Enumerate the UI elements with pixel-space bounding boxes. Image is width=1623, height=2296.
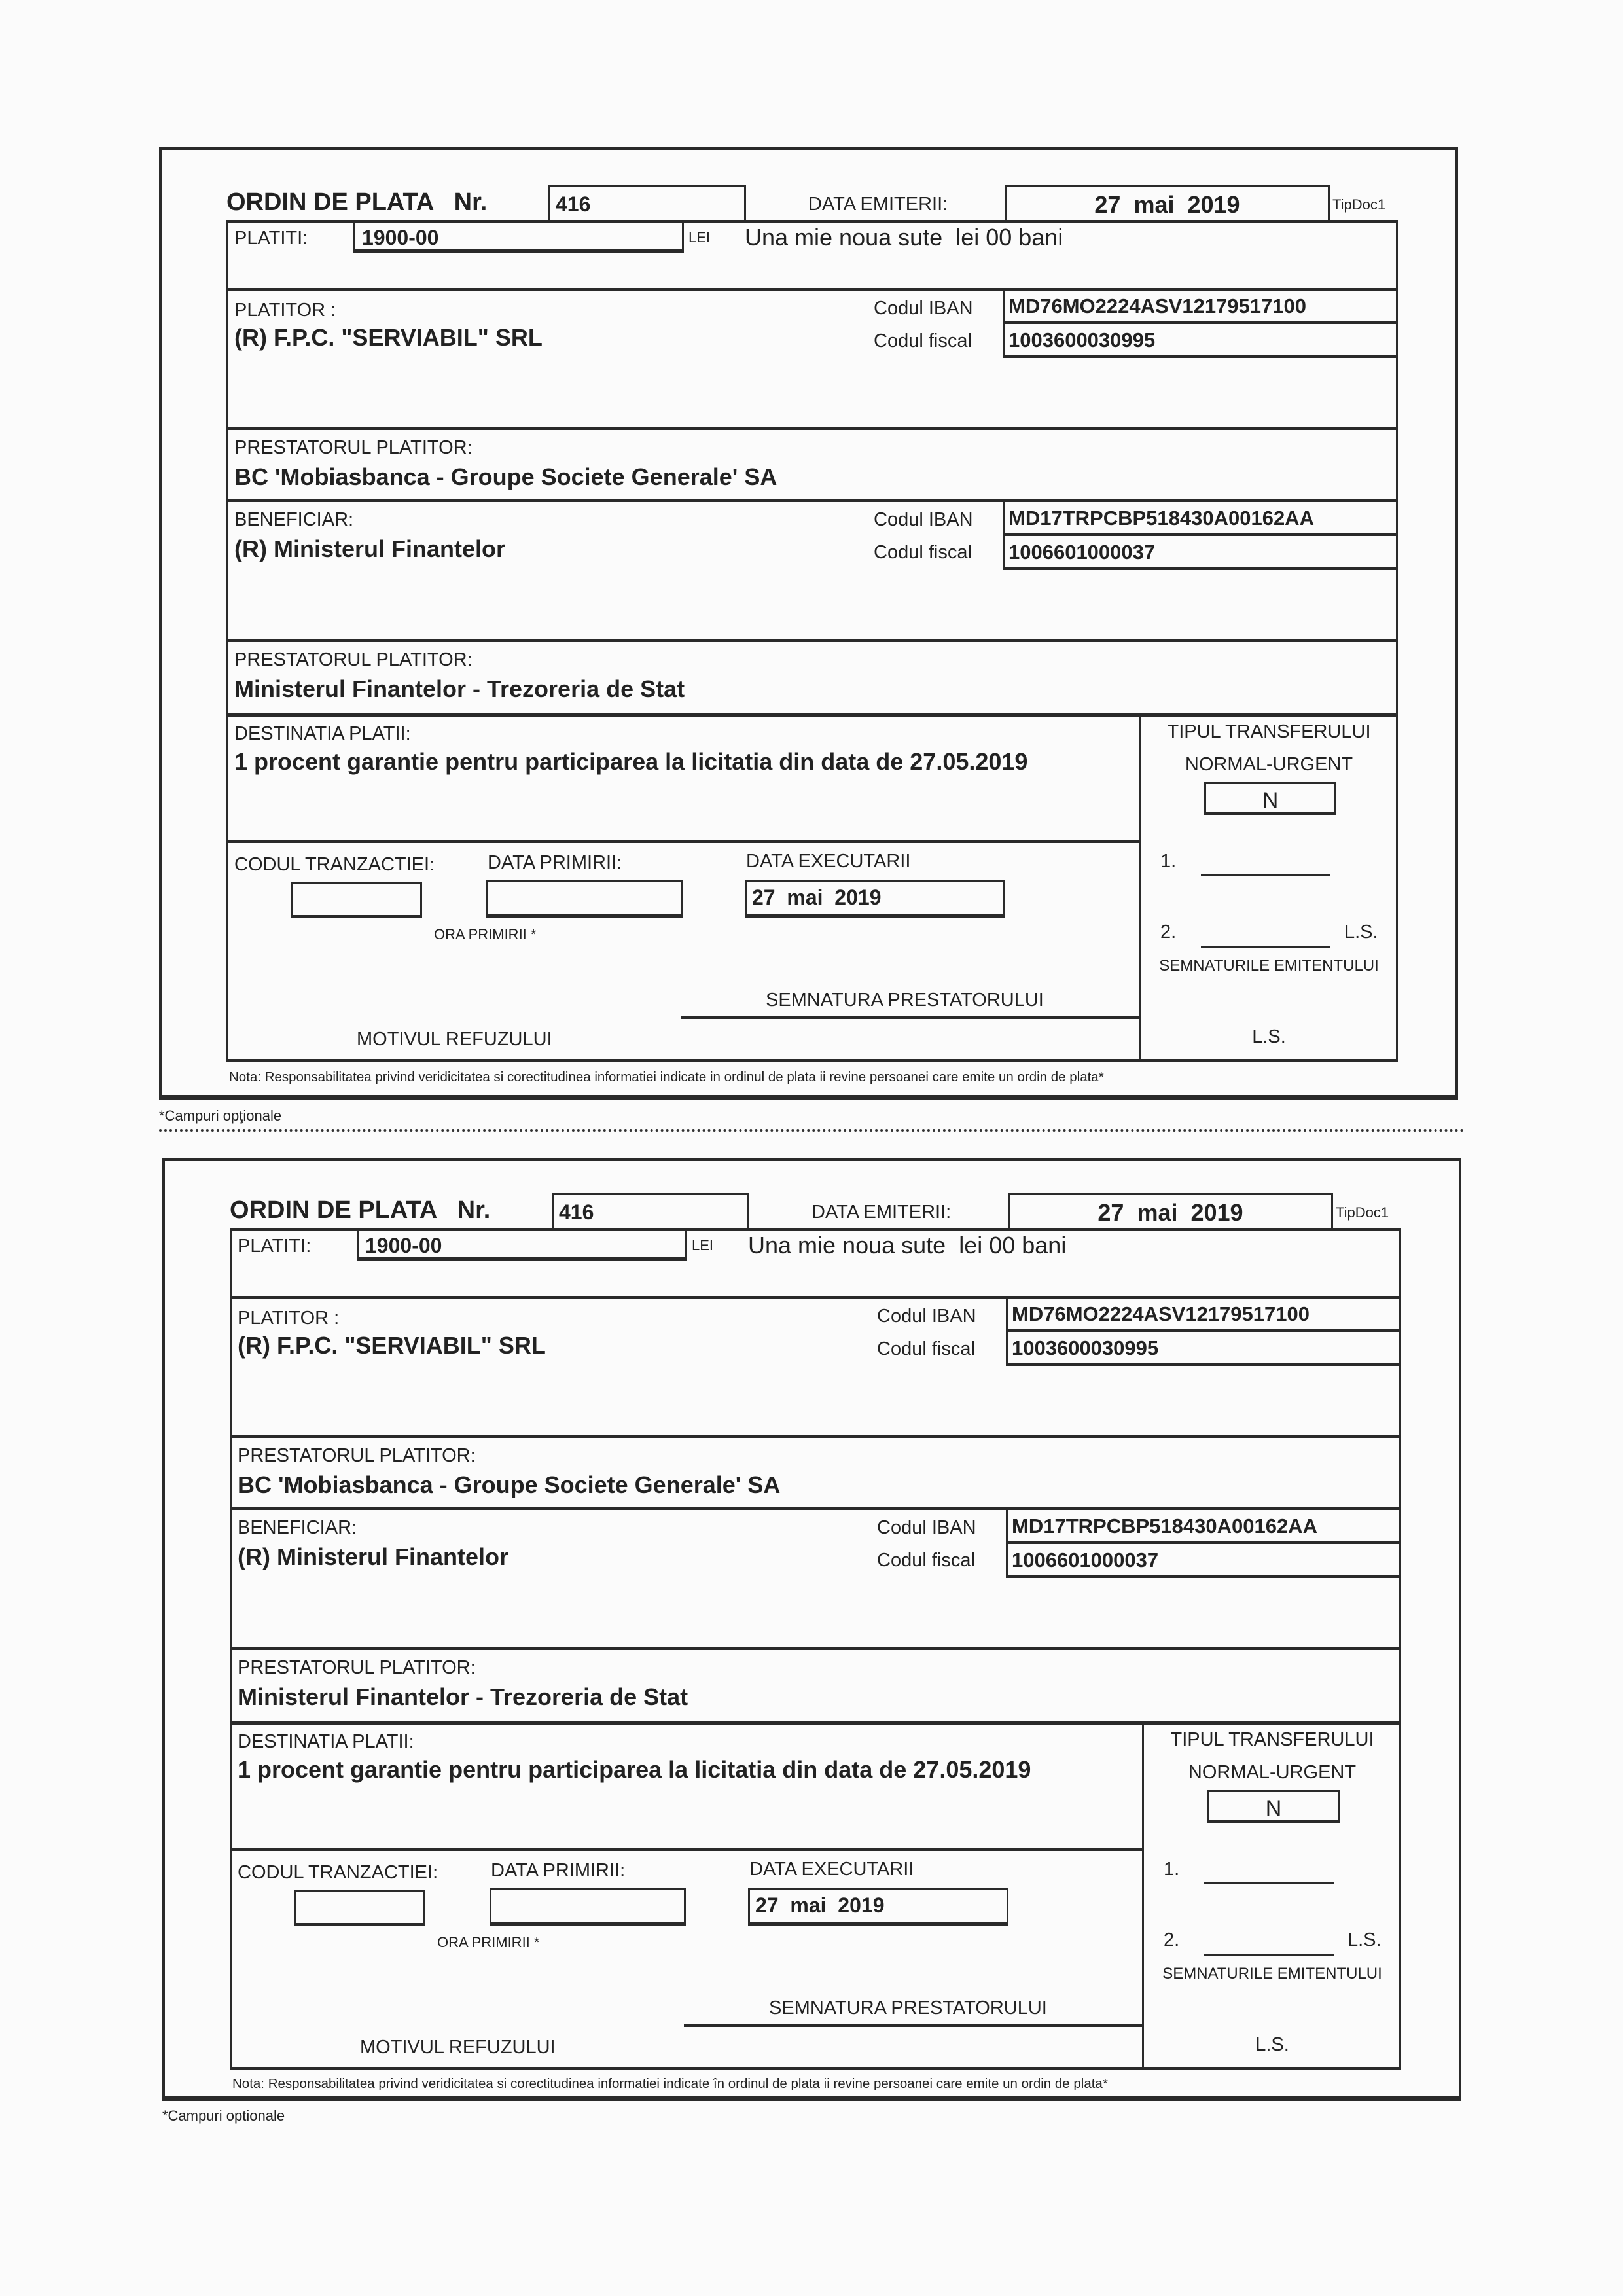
payer-iban-field[interactable] (1006, 1296, 1401, 1332)
execution-date-field[interactable] (748, 1888, 1008, 1926)
optional-fields-footnote: *Campuri optionale (162, 2108, 285, 2124)
execution-date: 27 mai 2019 (752, 886, 882, 909)
issue-date: 27 mai 2019 (1097, 1199, 1243, 1226)
received-date-label: DATA PRIMIRII: (491, 1860, 626, 1881)
beneficiary-name: (R) Ministerul Finantelor (238, 1543, 508, 1570)
ls-stamp-label: L.S. (1347, 1929, 1382, 1950)
transfer-type-label: TIPUL TRANSFERULUI (1167, 721, 1371, 742)
beneficiary-fiscal-field[interactable] (1006, 1542, 1401, 1578)
issuer-signatures-label: SEMNATURILE EMITENTULUI (1159, 957, 1379, 975)
refusal-reason-label: MOTIVUL REFUZULUI (357, 1029, 552, 1050)
amount-field[interactable] (353, 221, 684, 253)
execution-date: 27 mai 2019 (755, 1893, 885, 1917)
divider (226, 713, 1398, 717)
order-number-field[interactable] (552, 1193, 749, 1231)
beneficiary-fiscal-code: 1006601000037 (1008, 541, 1156, 564)
beneficiary-iban-label: Codul IBAN (877, 1517, 976, 1538)
transfer-type-value: N (1265, 1796, 1282, 1821)
order-number: 416 (556, 192, 591, 216)
beneficiary-fiscal-field[interactable] (1003, 534, 1398, 570)
payer-name: (R) F.P.C. "SERVIABIL" SRL (238, 1332, 546, 1359)
beneficiary-provider-label: PRESTATORUL PLATITOR: (238, 1657, 476, 1678)
payer-iban-field[interactable] (1003, 288, 1398, 324)
signature-2-label: 2. (1164, 1929, 1180, 1950)
signature-2-line[interactable] (1204, 1954, 1334, 1956)
beneficiary-iban-field[interactable] (1003, 500, 1398, 536)
beneficiary-fiscal-label: Codul fiscal (874, 542, 972, 563)
destination-label: DESTINATIA PLATII: (234, 723, 411, 744)
optional-fields-footnote: *Campuri opţionale (159, 1107, 282, 1124)
issue-date: 27 mai 2019 (1094, 191, 1240, 218)
divider (226, 427, 1398, 430)
execution-date-label: DATA EXECUTARII (746, 851, 911, 872)
ls-stamp-label: L.S. (1255, 2034, 1289, 2055)
amount-in-words: Una mie noua sute lei 00 bani (745, 224, 1063, 251)
received-date-field[interactable] (486, 880, 683, 918)
amount-value: 1900-00 (362, 226, 439, 249)
payer-iban-label: Codul IBAN (874, 298, 973, 319)
provider-signature-label: SEMNATURA PRESTATORULUI (769, 1998, 1047, 2018)
transfer-type-sublabel: NORMAL-URGENT (1188, 1762, 1357, 1783)
issuer-signatures-label: SEMNATURILE EMITENTULUI (1162, 1965, 1382, 1982)
signature-1-label: 1. (1160, 851, 1177, 872)
issue-date-label: DATA EMITERII: (808, 194, 948, 215)
ls-stamp-label: L.S. (1344, 922, 1378, 942)
signature-2-label: 2. (1160, 922, 1177, 942)
amount-field[interactable] (357, 1229, 687, 1261)
payer-iban: MD76MO2224ASV12179517100 (1012, 1302, 1310, 1325)
divider (230, 1435, 1401, 1438)
payment-order-copy-1 (0, 0, 1623, 1124)
amount-label: PLATITI: (234, 228, 308, 249)
responsibility-note: Nota: Responsabilitatea privind veridicitatea si corectitudinea informatiei indicate în ordinul de plata ii revine persoanei care emite un ordin de plata* (232, 2076, 1108, 2091)
payer-fiscal-field[interactable] (1006, 1330, 1401, 1366)
transfer-type-field[interactable] (1204, 782, 1336, 815)
divider (226, 840, 1140, 843)
payer-fiscal-code: 1003600030995 (1008, 329, 1156, 351)
provider-signature-label: SEMNATURA PRESTATORULUI (766, 990, 1044, 1011)
signature-1-label: 1. (1164, 1859, 1180, 1880)
payer-fiscal-field[interactable] (1003, 322, 1398, 358)
transfer-type-value: N (1262, 788, 1279, 813)
beneficiary-fiscal-label: Codul fiscal (877, 1550, 975, 1571)
transfer-type-label: TIPUL TRANSFERULUI (1170, 1729, 1374, 1750)
document-title: ORDIN DE PLATA Nr. (226, 188, 488, 216)
document-title: ORDIN DE PLATA Nr. (230, 1196, 491, 1224)
execution-date-label: DATA EXECUTARII (749, 1859, 914, 1880)
order-number-field[interactable] (548, 185, 746, 223)
destination-text: 1 procent garantie pentru participarea la licitatia din data de 27.05.2019 (238, 1756, 1031, 1783)
issue-date-field[interactable] (1005, 185, 1330, 223)
payer-fiscal-code: 1003600030995 (1012, 1336, 1159, 1359)
beneficiary-name: (R) Ministerul Finantelor (234, 535, 505, 562)
payer-provider-label: PRESTATORUL PLATITOR: (238, 1445, 476, 1466)
amount-in-words: Una mie noua sute lei 00 bani (748, 1232, 1067, 1259)
beneficiary-iban: MD17TRPCBP518430A00162AA (1008, 507, 1314, 529)
amount-label: PLATITI: (238, 1236, 312, 1257)
signature-1-line[interactable] (1201, 874, 1330, 876)
payer-provider-name: BC 'Mobiasbanca - Groupe Societe Generale' SA (238, 1471, 781, 1498)
transaction-code-field[interactable] (291, 882, 422, 918)
received-date-label: DATA PRIMIRII: (488, 852, 622, 873)
received-time-label: ORA PRIMIRII * (434, 926, 537, 942)
beneficiary-iban-label: Codul IBAN (874, 509, 973, 530)
payer-name: (R) F.P.C. "SERVIABIL" SRL (234, 324, 543, 351)
beneficiary-provider-name: Ministerul Finantelor - Trezoreria de Stat (238, 1683, 688, 1710)
order-number: 416 (559, 1200, 594, 1224)
amount-value: 1900-00 (365, 1234, 442, 1257)
divider (230, 1647, 1401, 1650)
beneficiary-iban-field[interactable] (1006, 1508, 1401, 1544)
doc-type: TipDoc1 (1336, 1204, 1389, 1221)
ls-stamp-label: L.S. (1252, 1026, 1286, 1047)
transfer-type-sublabel: NORMAL-URGENT (1185, 754, 1353, 775)
table-bottom-border (230, 2067, 1401, 2070)
destination-label: DESTINATIA PLATII: (238, 1731, 414, 1752)
divider (230, 1721, 1401, 1725)
payer-label: PLATITOR : (234, 300, 336, 321)
beneficiary-label: BENEFICIAR: (234, 509, 354, 530)
responsibility-note: Nota: Responsabilitatea privind veridicitatea si corectitudinea informatiei indicate in ordinul de plata ii revine persoanei care emite un ordin de plata* (229, 1069, 1104, 1085)
issue-date-label: DATA EMITERII: (812, 1202, 952, 1223)
payer-iban-label: Codul IBAN (877, 1306, 976, 1327)
currency-label: LEI (692, 1237, 714, 1253)
beneficiary-iban: MD17TRPCBP518430A00162AA (1012, 1515, 1317, 1537)
refusal-reason-label: MOTIVUL REFUZULUI (360, 2037, 556, 2058)
payer-label: PLATITOR : (238, 1308, 340, 1329)
issue-date-field[interactable] (1008, 1193, 1333, 1231)
execution-date-field[interactable] (745, 880, 1005, 918)
doc-type: TipDoc1 (1332, 196, 1386, 213)
beneficiary-provider-name: Ministerul Finantelor - Trezoreria de Stat (234, 675, 685, 702)
payer-fiscal-label: Codul fiscal (874, 331, 972, 351)
beneficiary-provider-label: PRESTATORUL PLATITOR: (234, 649, 473, 670)
beneficiary-fiscal-code: 1006601000037 (1012, 1549, 1159, 1571)
received-date-field[interactable] (490, 1888, 686, 1926)
transaction-code-label: CODUL TRANZACTIEI: (234, 854, 435, 875)
received-time-label: ORA PRIMIRII * (437, 1934, 540, 1950)
payer-iban: MD76MO2224ASV12179517100 (1008, 295, 1306, 317)
beneficiary-label: BENEFICIAR: (238, 1517, 357, 1538)
divider (226, 639, 1398, 642)
payer-provider-label: PRESTATORUL PLATITOR: (234, 437, 473, 458)
payer-fiscal-label: Codul fiscal (877, 1338, 975, 1359)
divider (230, 1848, 1143, 1851)
currency-label: LEI (688, 229, 711, 245)
signature-1-line[interactable] (1204, 1882, 1334, 1884)
signature-2-line[interactable] (1201, 946, 1330, 948)
payer-provider-name: BC 'Mobiasbanca - Groupe Societe Generale' SA (234, 463, 777, 490)
destination-text: 1 procent garantie pentru participarea la licitatia din data de 27.05.2019 (234, 748, 1028, 775)
transaction-code-field[interactable] (294, 1890, 425, 1926)
transfer-type-field[interactable] (1207, 1790, 1340, 1823)
transaction-code-label: CODUL TRANZACTIEI: (238, 1862, 438, 1883)
provider-signature-line[interactable] (684, 2024, 1142, 2027)
payment-order-copy-2 (3, 1008, 1623, 2124)
